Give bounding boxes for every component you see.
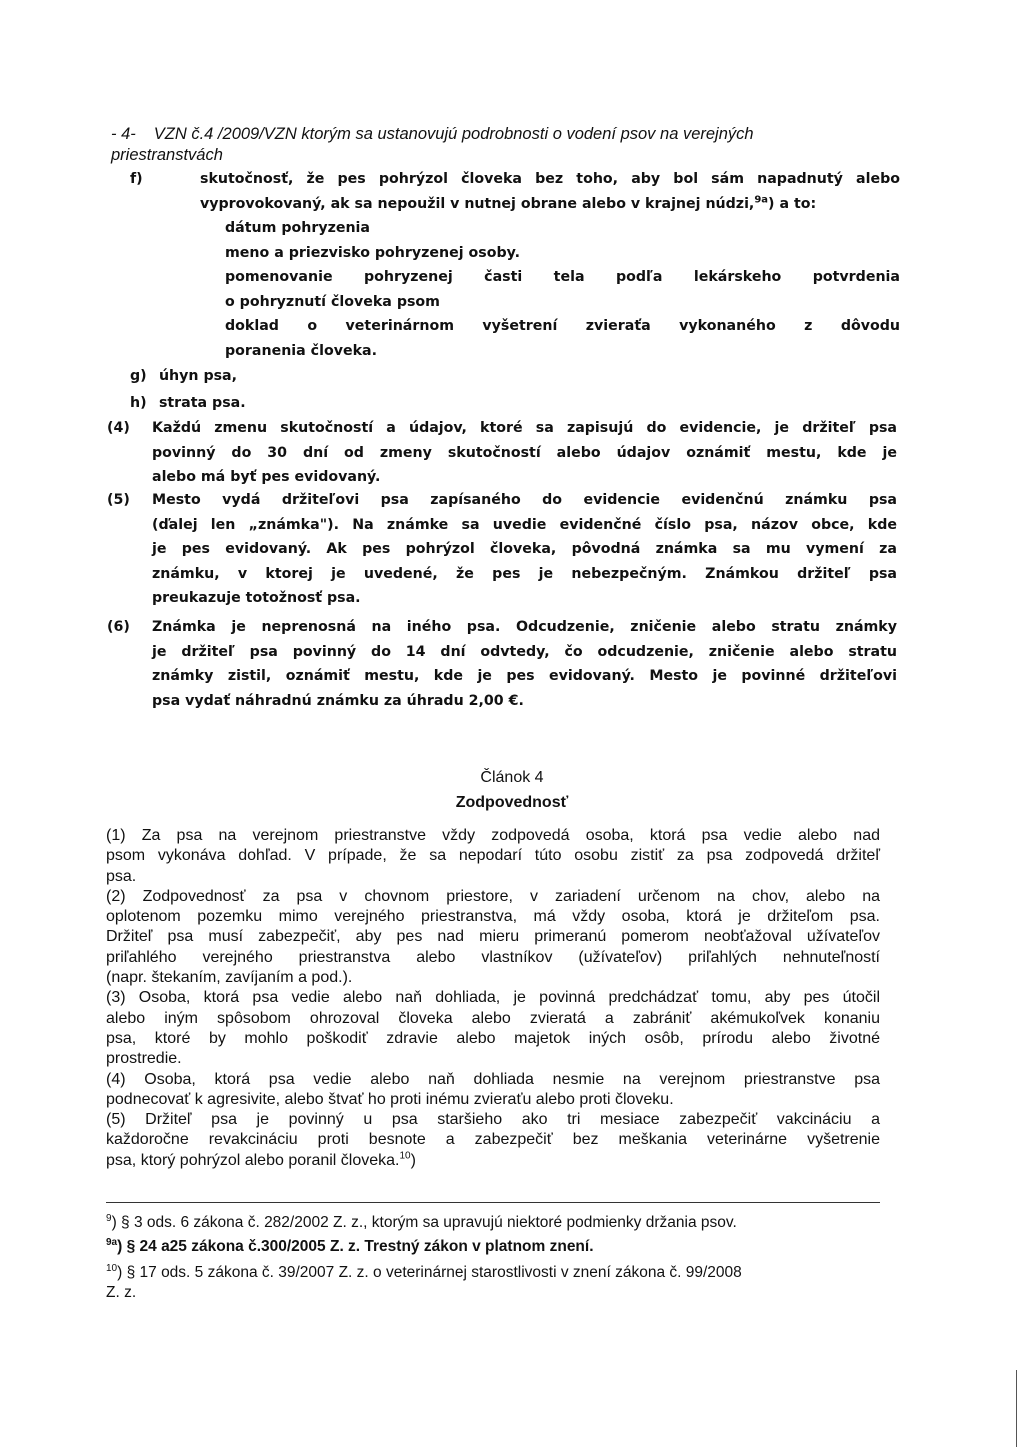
paragraph-4 [107,416,897,490]
footnote-divider [106,1202,880,1203]
paragraph-line: Každú zmenu skutočností a údajov, ktoré sa zapisujú do evidencie, je držiteľ psa [152,420,897,436]
article-line: podnecovať k agresivite, alebo štvať ho proti inému zvieraťu alebo proti človeku. [106,1090,674,1108]
article-line: Držiteľ psa musí zabezpečiť, aby pes nad mieru primeranú pomerom neobťažoval užívateľov [106,928,880,946]
article-line: (3) Osoba, ktorá psa vedie alebo naň dohliada, je povinná predchádzať tomu, aby pes útočil [106,989,880,1007]
article-heading [0,765,1024,815]
article-line: oplotenom pozemku mimo verejného priestranstva, má vždy osoba, ktorá je držiteľom psa. [106,908,880,926]
paragraph-line: povinný do 30 dní od zmeny skutočností alebo údajov oznámiť mestu, kde je [152,444,897,461]
article-line: alebo iným spôsobom ohrozoval človeka alebo zvieratá a zabrániť akémukoľvek konaniu [106,1009,880,1027]
item-g-text: úhyn psa, [158,368,238,384]
item-g-label: g) [130,368,147,384]
footnote-text: ) § 24 a25 zákona č.300/2005 Z. z. Trestný zákon v platnom znení. [117,1238,594,1255]
article-line: psom vykonáva dohľad. V prípade, že sa nepodarí túto osobu zistiť za psa zodpovedá držiteľ [106,847,880,865]
paragraph-line: je držiteľ psa povinný do 14 dní odvtedy, čo odcudzenie, zničenie alebo stratu [152,643,897,660]
footnote-ref: 9a [754,193,769,205]
paragraph-line: alebo má byť pes evidovaný. [152,469,381,485]
subitem: o pohryznutí človeka psom [225,293,440,310]
article-title: Zodpovednosť [455,794,569,811]
subitem: doklad o veterinárnom vyšetrení zvieraťa vykonaného z dôvodu [225,318,900,334]
footnote-10 [106,1263,886,1303]
article-line: (2) Zodpovednosť za psa v chovnom priestore, v zariadení určenom na chov, alebo na [106,887,880,905]
article-line: (1) Za psa na verejnom priestranstve vždy zodpovedá osoba, ktorá psa vedie alebo nad [106,827,880,844]
footnote-9a [106,1237,886,1257]
article-line: (5) Držiteľ psa je povinný u psa staršieho ako tri mesiace zabezpečiť vakcináciu a [106,1111,880,1129]
article-line: (napr. štekaním, zavíjaním a pod.). [106,969,353,987]
footnote-mark: 9a [106,1236,118,1248]
paragraph-line: známky zistil, oznámiť mestu, kde je pes evidovaný. Mesto je povinné držiteľovi [152,668,897,684]
item-f-line: vyprovokovaný, ak sa nepoužil v nutnej obrane alebo v krajnej núdzi,$^{9a}$) a to: [200,193,817,212]
page-header [111,124,911,166]
paragraph-line: Známka je neprenosná na iného psa. Odcudzenie, zničenie alebo stratu známky [152,619,897,635]
footnote-text: Z. z. [106,1284,137,1301]
paragraph-line: je pes evidovaný. Ak pes pohrýzol človeka, pôvodná známka sa mu vymení za [152,541,897,557]
paragraph-5 [107,488,897,611]
paragraph-line: známku, v ktorej je uvedené, že pes je nebezpečným. Známkou držiteľ psa [152,565,897,582]
item-h-text: strata psa. [158,395,246,411]
paragraph-line: Mesto vydá držiteľovi psa zapísaného do evidencie evidenčnú známku psa [152,492,897,508]
item-h [130,391,530,416]
paragraph-number: (6) [107,619,130,635]
article-line: psa, ktoré by mohlo poškodiť zdravie alebo majetok iných osôb, prírodu alebo životné [106,1029,880,1047]
paragraph-number: (4) [107,420,130,436]
article-line: (4) Osoba, ktorá psa vedie alebo naň dohliada nesmie na verejnom priestranstve psa [106,1070,880,1088]
article-line: priľahlého verejného priestranstva alebo vlastníkov (užívateľov) priľahlých nehnuteľností [106,948,880,966]
article-body [106,826,880,1171]
article-line: každoročne revakcináciu proti besnote a zabezpečiť bez meškania veterinárne vyšetrenie [106,1131,880,1149]
scan-edge-line [1016,1370,1017,1447]
subitem: poranenia človeka. [225,342,377,359]
footnote-mark: 9 [106,1212,112,1224]
footnote-mark: 10 [106,1262,118,1274]
header-title-line2: priestranstvách [111,146,223,164]
footnote-9 [106,1213,886,1233]
item-f [130,167,900,363]
footnote-text: ) § 17 ods. 5 zákona č. 39/2007 Z. z. o veterinárnej starostlivosti v znení zákona č. 99/2008 [117,1264,742,1281]
paragraph-line: psa vydať náhradnú známku za úhradu 2,00 €. [152,692,524,709]
article-number: Článok 4 [480,769,544,786]
subitem: meno a priezvisko pohryzenej osoby. [225,244,520,261]
subitem: pomenovanie pohryzenej časti tela podľa lekárskeho potvrdenia [225,269,900,285]
header-title-line1: VZN č.4 /2009/VZN ktorým sa ustanovujú podrobnosti o vodení psov na verejných [153,125,754,143]
paragraph-6 [107,615,897,713]
item-f-label: f) [130,171,143,187]
footnote-ref: 10 [399,1150,411,1162]
item-f-subitems [225,216,900,363]
article-line: psa. [106,867,137,885]
item-g [130,364,530,389]
paragraph-line: (ďalej len „známka"). Na známke sa uvedie evidenčné číslo psa, názov obce, kde [152,516,897,533]
article-line: prostredie. [106,1050,182,1068]
item-f-line: skutočnosť, že pes pohrýzol človeka bez toho, aby bol sám napadnutý alebo [200,171,900,187]
article-line: psa, ktorý pohrýzol alebo poranil človeka.$^{10}$) [106,1150,416,1169]
paragraph-line: preukazuje totožnosť psa. [152,590,361,606]
item-h-label: h) [130,395,147,411]
paragraph-number: (5) [107,492,130,508]
page-number: - 4- [111,125,136,143]
footnote-text: ) § 3 ods. 6 zákona č. 282/2002 Z. z., ktorým sa upravujú niektoré podmienky držania psov. [111,1214,737,1231]
subitem: dátum pohryzenia [225,220,370,236]
